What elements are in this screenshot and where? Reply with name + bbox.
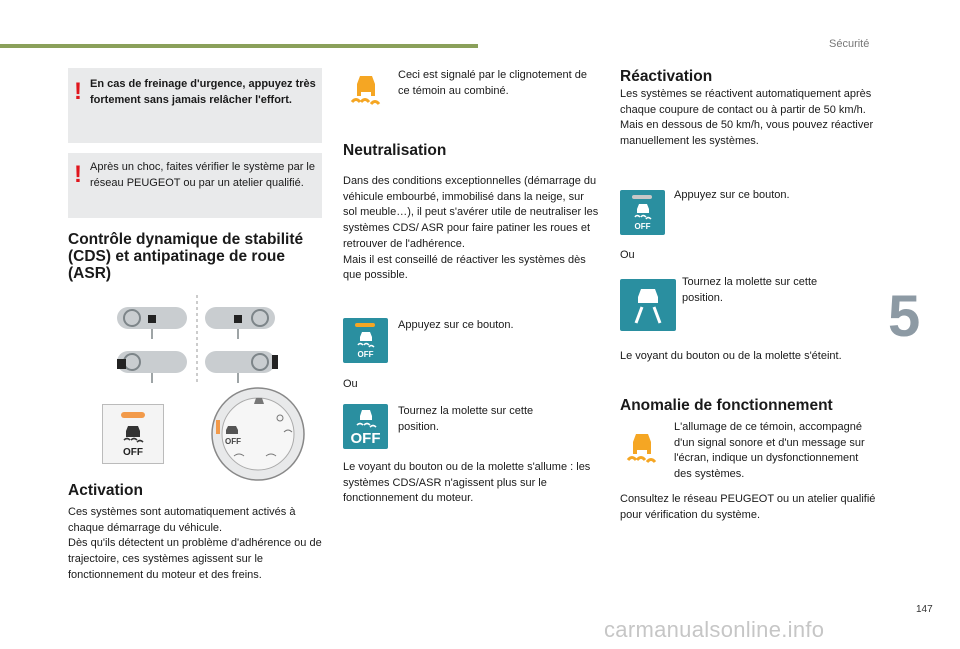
warning-text: En cas de freinage d'urgence, appuyez très fortement sans jamais relâcher l'effort.	[90, 78, 316, 106]
fault-title: Anomalie de fonctionnement	[620, 397, 833, 414]
signal-text: Ceci est signalé par le clignotement de ce témoin au combiné.	[398, 69, 587, 97]
off-button-illustration	[102, 404, 164, 464]
button-led	[632, 195, 652, 199]
dial-off-label: OFF	[225, 437, 241, 446]
section-title: Sécurité	[829, 38, 870, 50]
header-bar	[0, 44, 478, 48]
skid-car-icon	[121, 423, 145, 445]
reactivation-title: Réactivation	[620, 68, 713, 85]
car-road-icon	[628, 285, 668, 325]
off-button-icon	[620, 190, 665, 235]
neutralisation-text: Dans des conditions exceptionnelles (démarrage du véhicule embourbé, immobilisé dans la neige, sur sol meuble…), il peut s'avérer utile de neutraliser les systèmes CDS/ ASR pour faire patiner les roues et retrouver de l'adhérence. Mais il est conseillé de réactiver les systèmes dès que possible.	[343, 175, 599, 282]
dashboard-illustration	[112, 295, 282, 385]
activation-text: Ces systèmes sont automatiquement activés à chaque démarrage du véhicule. Dès qu'ils détectent un problème d'adhérence ou de trajectoire, ces systèmes agissent sur le fonctionnement du moteur et des freins.	[68, 506, 322, 581]
chapter-number: 5	[888, 284, 921, 349]
button-led	[355, 323, 375, 327]
off-label: OFF	[350, 430, 381, 447]
reactivation-text: Les systèmes se réactivent automatiquement après chaque coupure de contact ou à partir de 50 km/h. Mais en dessous de 50 km/h, vous pouvez réactiver manuellement les systèmes.	[620, 88, 874, 148]
press-text: Appuyez sur ce bouton.	[674, 189, 790, 201]
warning-lamp-icon	[622, 428, 662, 466]
skid-car-icon	[355, 408, 377, 428]
on-position-icon	[620, 279, 676, 331]
consult-text: Consultez le réseau PEUGEOT ou un atelier qualifié pour vérification du système.	[620, 493, 876, 521]
watermark: carmanualsonline.info	[604, 617, 825, 642]
warning-lamp-icon	[346, 70, 386, 108]
warning-text: Après un choc, faites vérifier le système par le réseau PEUGEOT ou par un atelier qualifié.	[90, 161, 315, 189]
turn-text: Tournez la molette sur cette position.	[398, 405, 534, 433]
cds-asr-title: Contrôle dynamique de stabilité (CDS) et antipatinage de roue (ASR)	[68, 231, 304, 282]
exclamation-icon: !	[74, 161, 82, 188]
or-text: Ou	[620, 249, 635, 261]
turn-text: Tournez la molette sur cette position.	[682, 276, 818, 304]
exclamation-icon: !	[74, 78, 82, 105]
skid-car-icon	[633, 202, 653, 220]
off-label: OFF	[357, 350, 374, 359]
fault-text: L'allumage de ce témoin, accompagné d'un signal sonore et d'un message sur l'écran, indique un dysfonctionnement des systèmes.	[674, 421, 865, 481]
dial-illustration	[210, 386, 306, 482]
page-number: 147	[916, 604, 933, 615]
result-text: Le voyant du bouton ou de la molette s'allume : les systèmes CDS/ASR n'agissent plus sur le fonctionnement du moteur.	[343, 461, 591, 505]
neutralisation-title: Neutralisation	[343, 142, 447, 159]
warning-box	[68, 68, 322, 143]
skid-car-icon	[356, 330, 376, 348]
result-text: Le voyant du bouton ou de la molette s'éteint.	[620, 350, 842, 362]
warning-box	[68, 153, 322, 218]
activation-title: Activation	[68, 482, 143, 499]
press-text: Appuyez sur ce bouton.	[398, 319, 514, 331]
off-label: OFF	[123, 447, 143, 458]
button-led	[121, 412, 145, 418]
off-position-icon	[343, 404, 388, 449]
off-button-icon	[343, 318, 388, 363]
off-label: OFF	[634, 222, 651, 231]
or-text: Ou	[343, 378, 358, 390]
